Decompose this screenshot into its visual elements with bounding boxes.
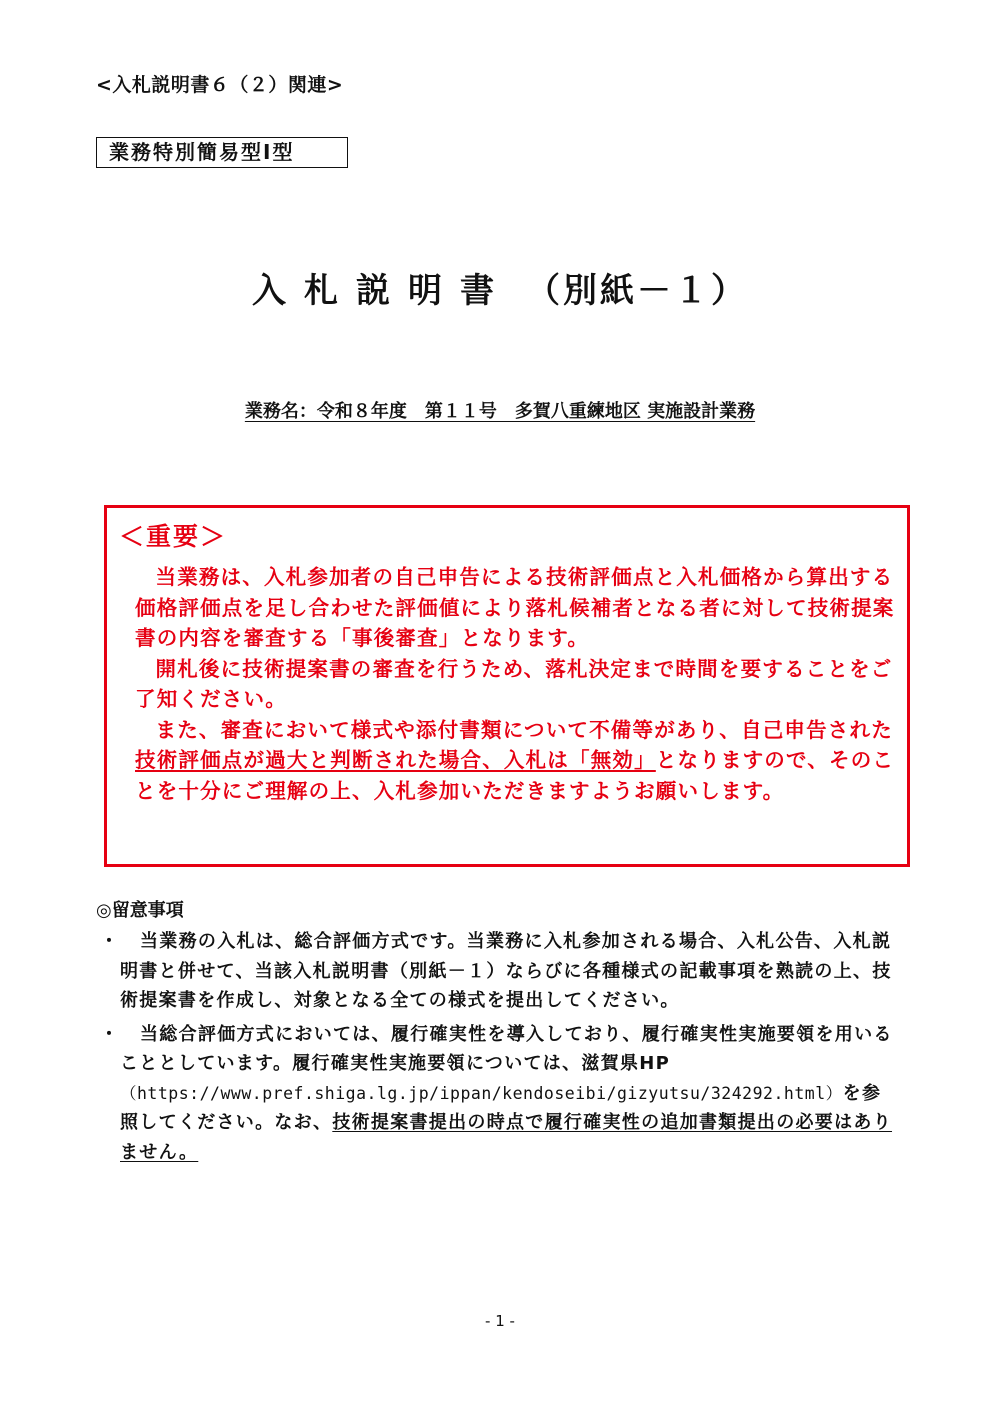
shiga-hp-url: （https://www.pref.shiga.lg.jp/ippan/kendoseibi/gizyutsu/324292.html）: [120, 1083, 843, 1103]
important-notice-box: [104, 505, 910, 867]
work-name-text: 業務名：令和８年度 第１１号 多賀八重練地区 実施設計業務: [244, 401, 756, 422]
important-p3-underlined: 技術評価点が過大と判断された場合、入札は「無効」: [135, 748, 656, 772]
important-heading: ＜重要＞: [119, 522, 228, 551]
note-bullet: ・: [100, 931, 120, 952]
important-paragraph-2: 開札後に技術提案書の審査を行うため、落札決定まで時間を要することをご了知ください。: [135, 656, 893, 711]
note-item-2: [96, 1020, 896, 1168]
title-sub: （別紙－１）: [526, 271, 748, 311]
important-paragraph-1: 当業務は、入札参加者の自己申告による技術評価点と入札価格から算出する価格評価点を足し合わせた評価値により落札候補者となる者に対して技術提案書の内容を審査する「事後審査」となります。: [135, 565, 895, 650]
document-title: [0, 263, 1000, 312]
page-number: - 1 -: [485, 1312, 515, 1330]
note-item-1: [96, 927, 896, 1016]
reference-label: <入札説明書６（２）関連>: [96, 74, 344, 96]
notes-section: [96, 899, 896, 1167]
important-body: [135, 562, 895, 806]
important-p3-after: となりますので、そのことを十分にご理解の上、入札参加いただきますようお願いします。: [135, 748, 895, 803]
business-type-box: 業務特別簡易型Ⅰ型: [96, 137, 348, 168]
note-item-1-text: 当業務の入札は、総合評価方式です。当業務に入札参加される場合、入札公告、入札説明書と併せて、当該入札説明書（別紙－１）ならびに各種様式の記載事項を熟読の上、技術提案書を作成し、対象となる全ての様式を提出してください。: [120, 931, 892, 1011]
title-main: 入札説明書: [252, 271, 512, 311]
note-item-2-before: 当総合評価方式においては、履行確実性を導入しており、履行確実性実施要領を用いることとしています。履行確実性実施要領については、滋賀県HP: [120, 1023, 893, 1074]
work-name-line: [0, 397, 1000, 423]
note-bullet: ・: [100, 1023, 120, 1045]
note-item-2-underlined: 技術提案書提出の時点で履行確実性の追加書類提出の必要はありません。: [120, 1112, 893, 1163]
notes-heading: ◎留意事項: [96, 900, 184, 921]
important-paragraph-3: [135, 715, 895, 807]
note-item-2-mid: を参照してください。なお、: [120, 1082, 882, 1133]
important-p3-before: また、審査において様式や添付書類について不備等があり、自己申告された: [155, 717, 893, 742]
